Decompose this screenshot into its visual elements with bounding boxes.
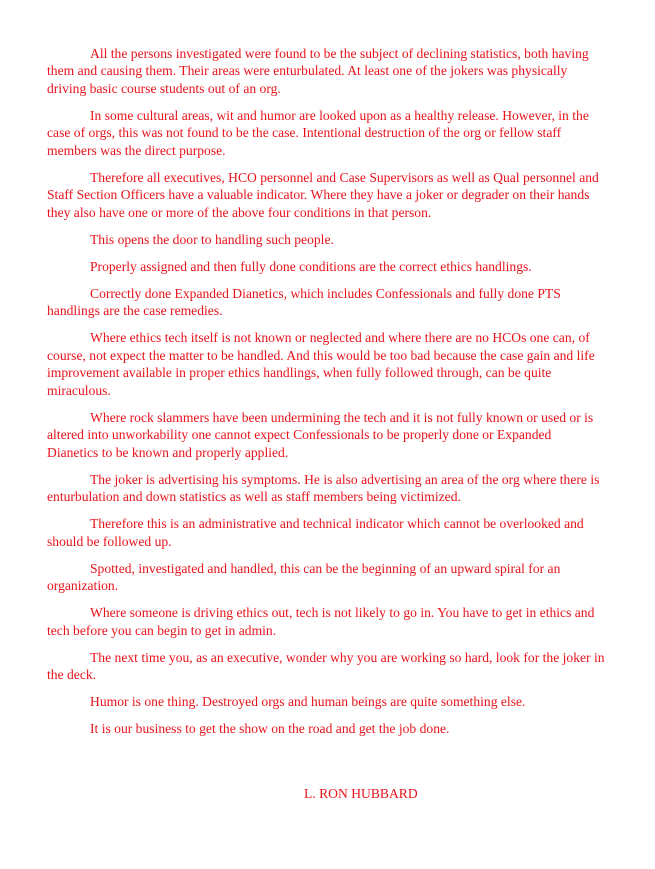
- paragraph-11: Spotted, investigated and handled, this can be the beginning of an upward spiral for an organization.: [47, 560, 561, 594]
- paragraph-10: Therefore this is an administrative and technical indicator which cannot be overlooked and should be followed up.: [47, 516, 584, 549]
- paragraph-5: Properly assigned and then fully done conditions are the correct ethics handlings.: [90, 258, 532, 274]
- paragraph-12: Where someone is driving ethics out, tech is not likely to go in. You have to get in ethics and tech before you can begin to get in admin.: [47, 605, 595, 638]
- paragraph-7: Where ethics tech itself is not known or neglected and where there are no HCOs one can, of course, not expect the matter to be handled. And this would be too bad because the case gain and life improvement available in proper ethics handlings, when fully followed through, can be quite miraculous.: [47, 330, 595, 398]
- paragraph-2: In some cultural areas, wit and humor are looked upon as a healthy release. However, in the case of orgs, this was not found to be the case. Intentional destruction of the org or fellow staff members was the direct purpose.: [47, 107, 589, 158]
- author-signature: L. RON HUBBARD: [304, 786, 418, 801]
- paragraph-3: Therefore all executives, HCO personnel and Case Supervisors as well as Qual personnel and Staff Section Officers have a valuable indicator. Where they have a joker or degrader on their hands they also have one or more of the above four conditions in that person.: [47, 169, 599, 220]
- document-body: [47, 45, 605, 747]
- paragraph-6: Correctly done Expanded Dianetics, which includes Confessionals and fully done PTS handlings are the case remedies.: [47, 285, 561, 319]
- paragraph-13: The next time you, as an executive, wonder why you are working so hard, look for the joker in the deck.: [47, 649, 605, 683]
- paragraph-15: It is our business to get the show on the road and get the job done.: [90, 721, 450, 737]
- paragraph-14: Humor is one thing. Destroyed orgs and human beings are quite something else.: [90, 694, 526, 710]
- paragraph-4: This opens the door to handling such people.: [90, 231, 334, 247]
- paragraph-9: The joker is advertising his symptoms. He is also advertising an area of the org where there is enturbulation and down statistics as well as staff members being victimized.: [47, 471, 600, 505]
- paragraph-1: All the persons investigated were found to be the subject of declining statistics, both having them and causing them. Their areas were enturbulated. At least one of the jokers was physically driving basic course students out of an org.: [47, 46, 589, 96]
- paragraph-8: Where rock slammers have been undermining the tech and it is not fully known or used or is altered into unworkability one cannot expect Confessionals to be properly done or Expanded Dianetics to be known and properly applied.: [47, 409, 594, 460]
